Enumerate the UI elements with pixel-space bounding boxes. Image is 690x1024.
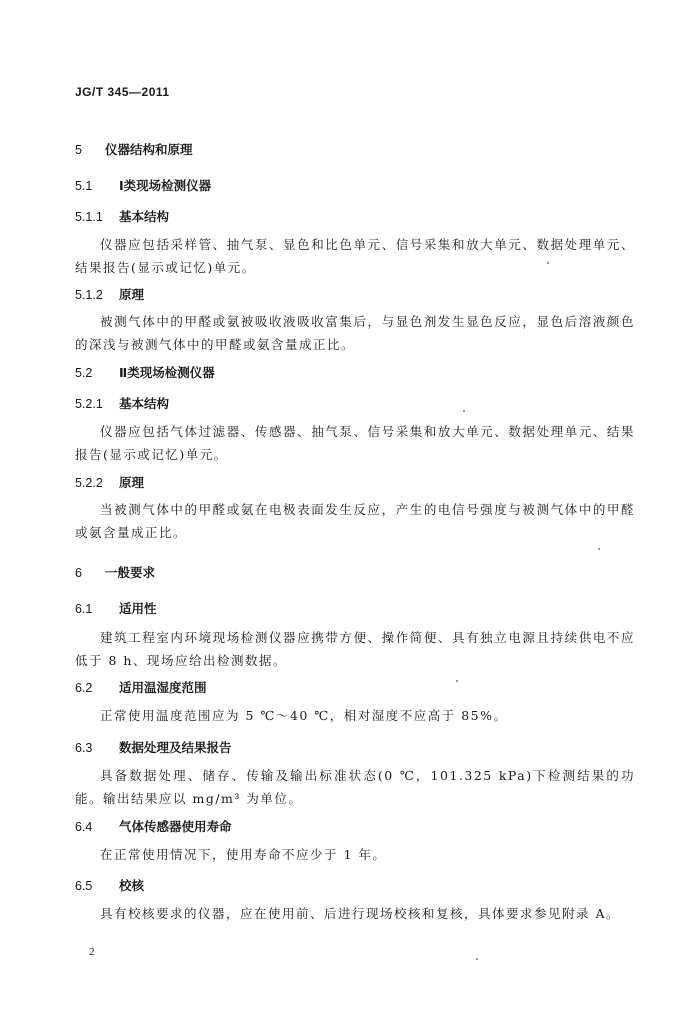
paragraph-5-1-1: 仪器应包括采样管、抽气泵、显色和比色单元、信号采集和放大单元、数据处理单元、结果报告(显示或记忆)单元。: [75, 237, 635, 275]
heading-5-1-1: [75, 207, 169, 225]
paragraph-6-3: 具备数据处理、储存、传输及输出标准状态(0 ℃，101.325 kPa)下检测结果的功能。输出结果应以 mg/m³ 为单位。: [75, 768, 635, 806]
heading-number: 5.2.2: [75, 476, 103, 490]
standard-code-header: JG/T 345—2011: [75, 85, 170, 99]
heading-6: [75, 563, 155, 581]
paragraph-6-4: 在正常使用情况下，使用寿命不应少于 1 年。: [100, 847, 387, 862]
heading-title: 适用性: [119, 601, 157, 616]
paragraph-5-2-1: 仪器应包括气体过滤器、传感器、抽气泵、信号采集和放大单元、数据处理单元、结果报告(显示或记忆)单元。: [75, 424, 635, 462]
scan-speck: [476, 958, 478, 960]
paragraph-6-1: 建筑工程室内环境现场检测仪器应携带方便、操作简便、具有独立电源且持续供电不应低于 8 h、现场应给出检测数据。: [75, 630, 635, 668]
heading-6-1: [75, 599, 157, 617]
heading-number: 6.2: [75, 681, 93, 695]
heading-5: [75, 140, 193, 158]
heading-number: 5.2.1: [75, 397, 103, 411]
heading-title: 适用温湿度范围: [119, 680, 207, 695]
heading-title: Ⅰ类现场检测仪器: [119, 178, 212, 193]
scan-speck: [547, 262, 549, 264]
paragraph-5-2-2: 当被测气体中的甲醛或氨在电极表面发生反应，产生的电信号强度与被测气体中的甲醛或氨含量成正比。: [75, 502, 635, 540]
heading-5-2-2: [75, 473, 144, 491]
heading-number: 5: [75, 143, 82, 157]
heading-number: 6.1: [75, 602, 93, 616]
page-number: 2: [89, 946, 95, 958]
heading-title: 校核: [119, 878, 145, 893]
heading-title: 基本结构: [119, 396, 170, 411]
heading-number: 6.5: [75, 879, 93, 893]
heading-6-3: [75, 738, 232, 756]
heading-5-1: [75, 176, 211, 194]
heading-6-5: [75, 876, 144, 894]
heading-number: 6.4: [75, 820, 93, 834]
heading-title: 原理: [119, 475, 145, 490]
heading-title: 一般要求: [105, 565, 156, 580]
heading-number: 5.1: [75, 179, 93, 193]
heading-5-1-2: [75, 285, 144, 303]
heading-number: 6.3: [75, 741, 93, 755]
heading-number: 5.2: [75, 366, 93, 380]
scan-speck: [456, 680, 458, 682]
heading-title: 基本结构: [119, 209, 170, 224]
heading-title: 原理: [119, 287, 145, 302]
heading-6-2: [75, 678, 207, 696]
scan-speck: [463, 410, 465, 412]
paragraph-5-1-2: 被测气体中的甲醛或氨被吸收液吸收富集后，与显色剂发生显色反应，显色后溶液颜色的深浅与被测气体中的甲醛或氨含量成正比。: [75, 314, 635, 352]
paragraph-6-5: 具有校核要求的仪器，应在使用前、后进行现场校核和复核，具体要求参见附录 A。: [100, 906, 621, 921]
heading-title: 仪器结构和原理: [105, 142, 193, 157]
paragraph-6-2: 正常使用温度范围应为 5 ℃～40 ℃，相对湿度不应高于 85%。: [100, 708, 508, 723]
heading-number: 5.1.2: [75, 288, 103, 302]
heading-number: 5.1.1: [75, 210, 103, 224]
heading-5-2-1: [75, 394, 169, 412]
heading-6-4: [75, 817, 232, 835]
heading-5-2: [75, 363, 215, 381]
heading-title: 气体传感器使用寿命: [119, 819, 232, 834]
heading-title: Ⅱ类现场检测仪器: [119, 365, 215, 380]
scan-speck: [598, 548, 600, 550]
heading-number: 6: [75, 566, 82, 580]
heading-title: 数据处理及结果报告: [119, 740, 232, 755]
